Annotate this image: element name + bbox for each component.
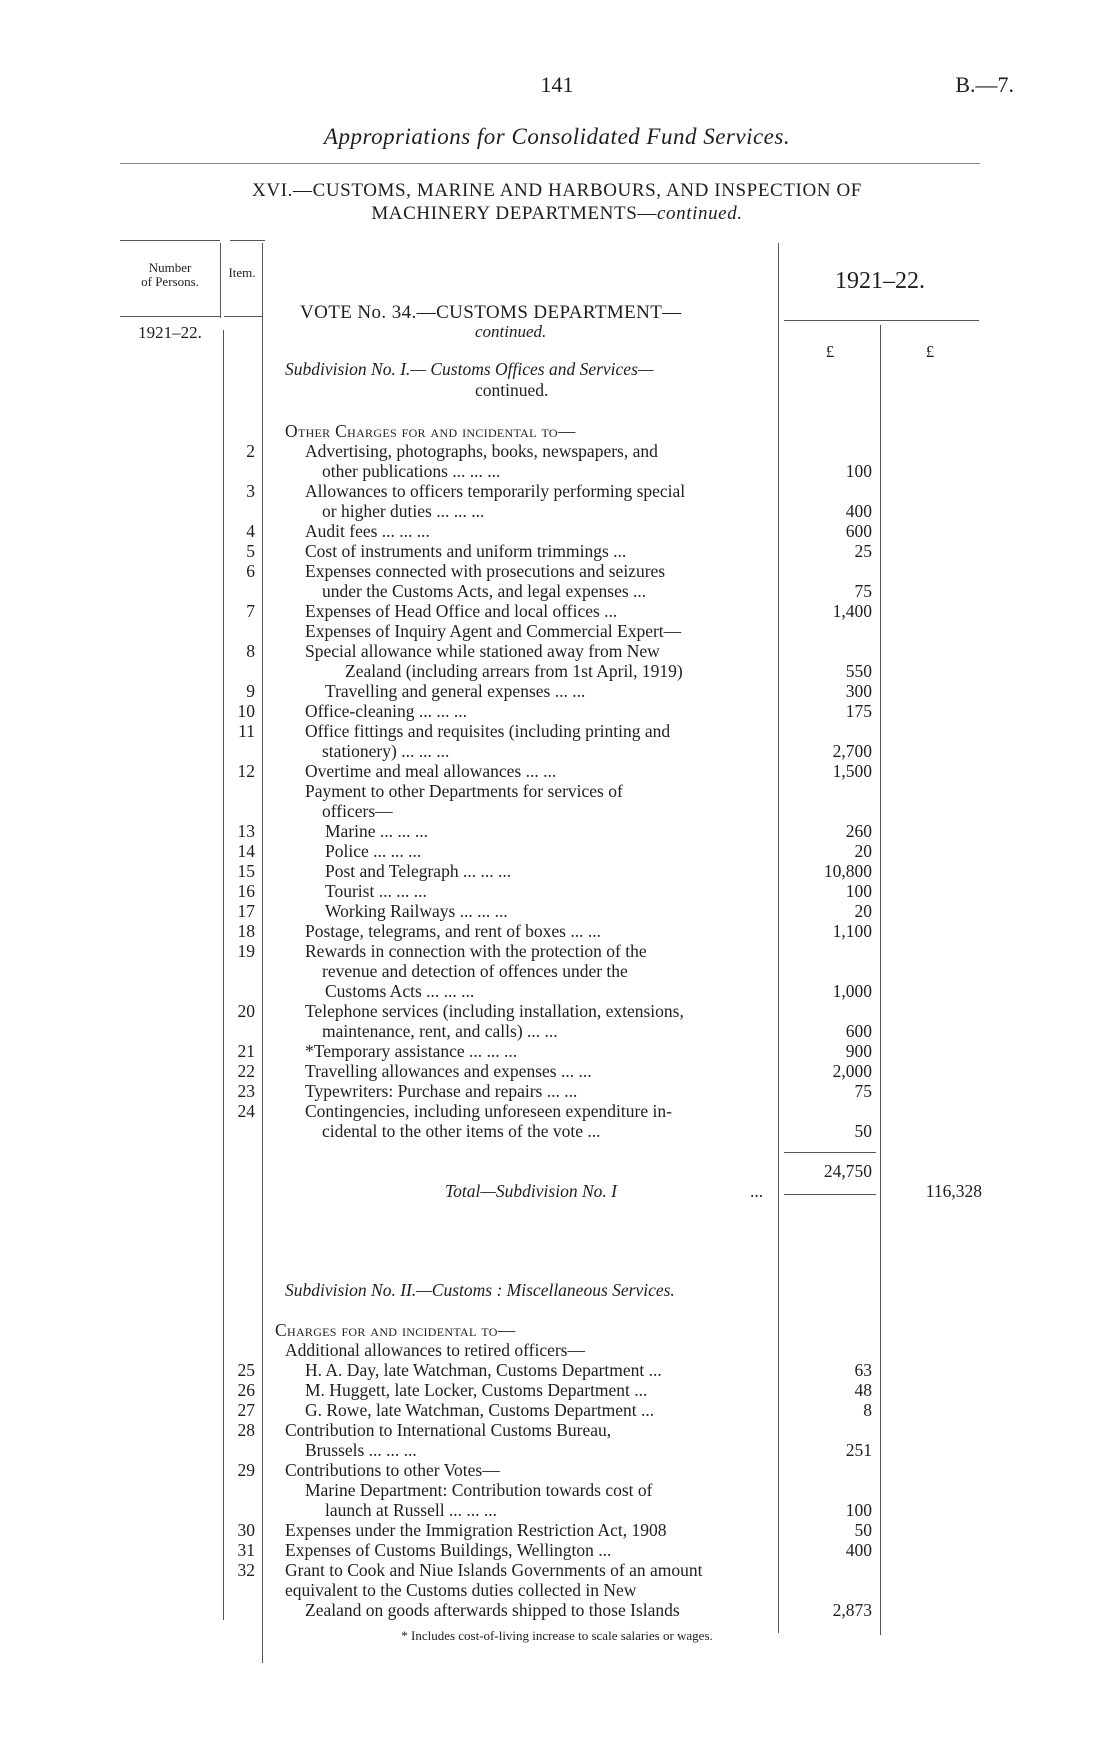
item-number: 3	[246, 481, 255, 501]
department-title-main: MACHINERY DEPARTMENTS—	[371, 203, 657, 224]
subdivision-1-continued: continued.	[475, 380, 549, 400]
item-amount: 550	[845, 661, 872, 681]
item-text-divider	[262, 243, 263, 1663]
department-title-continued: continued.	[656, 203, 743, 224]
subdivision-1-grand-total: 116,328	[925, 1181, 982, 1201]
item-description: Customs Acts ... ... ...	[325, 981, 475, 1001]
item-number: 8	[246, 641, 255, 661]
retired-allowances-heading: Additional allowances to retired officers—	[285, 1340, 585, 1360]
item-amount: 300	[845, 681, 872, 701]
item-description: Marine Department: Contribution towards cost of	[305, 1480, 653, 1500]
persons-year: 1921–22.	[138, 323, 202, 342]
item-description: M. Huggett, late Locker, Customs Department ...	[305, 1380, 648, 1400]
item-description: G. Rowe, late Watchman, Customs Department ...	[305, 1400, 655, 1420]
item-amount: 600	[845, 1021, 872, 1041]
item-number: 5	[246, 541, 255, 561]
item-amount: 1,100	[832, 921, 872, 941]
item-description: under the Customs Acts, and legal expenses ...	[322, 581, 647, 601]
vote-title: VOTE No. 34.—CUSTOMS DEPARTMENT—	[300, 302, 682, 323]
item-description: Travelling allowances and expenses ... ...	[305, 1061, 592, 1081]
item-description: Grant to Cook and Niue Islands Governments of an amount	[285, 1560, 703, 1580]
item-description: or higher duties ... ... ...	[322, 501, 485, 521]
vote-continued: continued.	[475, 322, 547, 341]
item-description: Marine ... ... ...	[325, 821, 429, 841]
persons-item-divider	[223, 330, 224, 1620]
item-description: Advertising, photographs, books, newspapers, and	[305, 441, 658, 461]
item-description: Audit fees ... ... ...	[305, 521, 430, 541]
item-amount: 50	[854, 1121, 872, 1141]
item-amount: 100	[845, 461, 872, 481]
item-number: 27	[237, 1400, 255, 1420]
item-description: *Temporary assistance ... ... ...	[305, 1041, 518, 1061]
item-amount: 48	[854, 1380, 872, 1400]
item-amount: 50	[854, 1520, 872, 1540]
currency-col1: £	[825, 342, 835, 361]
item-header-rule	[224, 316, 262, 317]
item-amount: 100	[845, 1500, 872, 1520]
item-description: Rewards in connection with the protection of the	[305, 941, 647, 961]
item-number: 20	[237, 1001, 255, 1021]
item-description: Postage, telegrams, and rent of boxes ... ...	[305, 921, 601, 941]
item-amount: 100	[845, 881, 872, 901]
item-amount: 2,000	[832, 1061, 872, 1081]
item-amount: 2,700	[832, 741, 872, 761]
item-number: 12	[237, 761, 255, 781]
item-description: Special allowance while stationed away from New	[305, 641, 660, 661]
item-number: 22	[237, 1061, 255, 1081]
table-top-rule-left	[120, 240, 220, 241]
persons-header-line1: Number	[148, 260, 192, 275]
item-amount: 400	[845, 501, 872, 521]
table-top-rule-item	[230, 240, 265, 241]
running-title: Appropriations for Consolidated Fund Services.	[323, 124, 791, 149]
item-number: 7	[246, 601, 255, 621]
department-title-line1: XVI.—CUSTOMS, MARINE AND HARBOURS, AND INSPECTION OF	[252, 180, 862, 201]
header-rule	[120, 163, 980, 164]
item-number: 10	[237, 701, 255, 721]
document-reference: B.—7.	[955, 72, 1014, 97]
item-description: Brussels ... ... ...	[305, 1440, 417, 1460]
item-description: stationery) ... ... ...	[322, 741, 450, 761]
item-description: Telephone services (including installation, extensions,	[305, 1001, 684, 1021]
item-amount: 175	[845, 701, 872, 721]
item-number: 31	[237, 1540, 255, 1560]
item-amount: 600	[845, 521, 872, 541]
item-number: 24	[237, 1101, 255, 1121]
item-description: Expenses of Customs Buildings, Wellington ...	[285, 1540, 612, 1560]
item-amount: 1,500	[832, 761, 872, 781]
persons-header-line2: of Persons.	[141, 274, 199, 289]
subdivision-1-charges-heading: Other Charges for and incidental to—	[285, 421, 576, 441]
item-number: 18	[237, 921, 255, 941]
item-number: 2	[246, 441, 255, 461]
item-number: 9	[246, 681, 255, 701]
item-description: officers—	[322, 801, 393, 821]
item-description: Working Railways ... ... ...	[325, 901, 508, 921]
item-number: 14	[237, 841, 255, 861]
item-description: revenue and detection of offences under the	[322, 961, 628, 981]
item-number: 29	[237, 1460, 255, 1480]
item-number: 21	[237, 1041, 255, 1061]
item-description: Overtime and meal allowances ... ...	[305, 761, 557, 781]
item-number: 13	[237, 821, 255, 841]
item-description: Contribution to International Customs Bureau,	[285, 1420, 612, 1440]
item-amount: 20	[854, 841, 872, 861]
amount-total-divider	[880, 325, 881, 1635]
item-number: 17	[237, 901, 255, 921]
item-number: 6	[246, 561, 255, 581]
item-amount: 900	[845, 1041, 872, 1061]
item-number: 11	[238, 721, 255, 741]
item-amount: 400	[845, 1540, 872, 1560]
item-column-header: Item.	[228, 265, 256, 280]
subtotal-leader: ...	[750, 1181, 764, 1201]
item-number: 26	[237, 1380, 255, 1400]
subdivision-2-charges-heading: Charges for and incidental to—	[275, 1320, 516, 1340]
persons-item-divider-top	[220, 243, 221, 318]
item-amount: 1,400	[832, 601, 872, 621]
persons-column-header	[120, 261, 220, 289]
item-amount: 25	[854, 541, 872, 561]
item-amount: 75	[854, 581, 872, 601]
item-amount: 63	[854, 1360, 872, 1380]
item-description: Tourist ... ... ...	[325, 881, 427, 901]
item-description: Contributions to other Votes—	[285, 1460, 500, 1480]
item-description: Travelling and general expenses ... ...	[325, 681, 586, 701]
item-number: 30	[237, 1520, 255, 1540]
subtotal-amount: 24,750	[823, 1161, 872, 1181]
item-description: Allowances to officers temporarily performing special	[305, 481, 686, 501]
item-number: 15	[237, 861, 255, 881]
item-description: Typewriters: Purchase and repairs ... ...	[305, 1081, 578, 1101]
item-amount: 20	[854, 901, 872, 921]
item-number: 16	[237, 881, 255, 901]
item-amount: 1,000	[832, 981, 872, 1001]
item-description: launch at Russell ... ... ...	[325, 1500, 498, 1520]
text-amount-divider	[778, 243, 779, 1633]
item-description: Expenses of Inquiry Agent and Commercial Expert—	[305, 621, 682, 641]
footnote: * Includes cost-of-living increase to scale salaries or wages.	[401, 1628, 713, 1643]
item-description: Post and Telegraph ... ... ...	[325, 861, 512, 881]
item-description: Zealand on goods afterwards shipped to those Islands	[305, 1600, 680, 1620]
item-description: equivalent to the Customs duties collected in New	[285, 1580, 637, 1600]
persons-header-rule	[120, 316, 220, 317]
item-description: Expenses of Head Office and local offices ...	[305, 601, 618, 621]
item-description: Contingencies, including unforeseen expenditure in-	[305, 1101, 672, 1121]
item-amount: 10,800	[823, 861, 872, 881]
item-description: Payment to other Departments for services of	[305, 781, 623, 801]
item-description: Police ... ... ...	[325, 841, 422, 861]
item-description: H. A. Day, late Watchman, Customs Department ...	[305, 1360, 662, 1380]
year-header-rule	[784, 320, 979, 321]
item-description: Expenses connected with prosecutions and seizures	[305, 561, 666, 581]
item-description: Expenses under the Immigration Restriction Act, 1908	[285, 1520, 667, 1540]
currency-col2: £	[925, 342, 935, 361]
item-amount: 8	[863, 1400, 872, 1420]
item-description: other publications ... ... ...	[322, 461, 501, 481]
item-description: Cost of instruments and uniform trimmings ...	[305, 541, 627, 561]
page-number: 141	[540, 72, 574, 97]
item-number: 32	[237, 1560, 255, 1580]
item-amount: 251	[845, 1440, 872, 1460]
subtotal-rule-bottom	[784, 1194, 876, 1195]
item-number: 19	[237, 941, 255, 961]
item-amount: 260	[845, 821, 872, 841]
item-description: maintenance, rent, and calls) ... ...	[322, 1021, 558, 1041]
item-amount: 2,873	[832, 1600, 872, 1620]
item-number: 4	[246, 521, 255, 541]
item-number: 28	[237, 1420, 255, 1440]
department-title-line2	[0, 203, 1114, 225]
subdivision-2-heading: Subdivision No. II.—Customs : Miscellaneous Services.	[285, 1280, 675, 1300]
subdivision-1-heading: Subdivision No. I.— Customs Offices and Services—	[285, 359, 654, 379]
year-column-header: 1921–22.	[835, 268, 925, 294]
item-amount: 75	[854, 1081, 872, 1101]
subtotal-rule-top	[784, 1152, 876, 1153]
item-description: Office-cleaning ... ... ...	[305, 701, 467, 721]
subtotal-label: Total—Subdivision No. I	[445, 1181, 617, 1201]
item-number: 25	[237, 1360, 255, 1380]
item-description: cidental to the other items of the vote ...	[322, 1121, 601, 1141]
item-description: Office fittings and requisites (including printing and	[305, 721, 671, 741]
item-description: Zealand (including arrears from 1st April, 1919)	[345, 661, 683, 681]
item-number: 23	[237, 1081, 255, 1101]
